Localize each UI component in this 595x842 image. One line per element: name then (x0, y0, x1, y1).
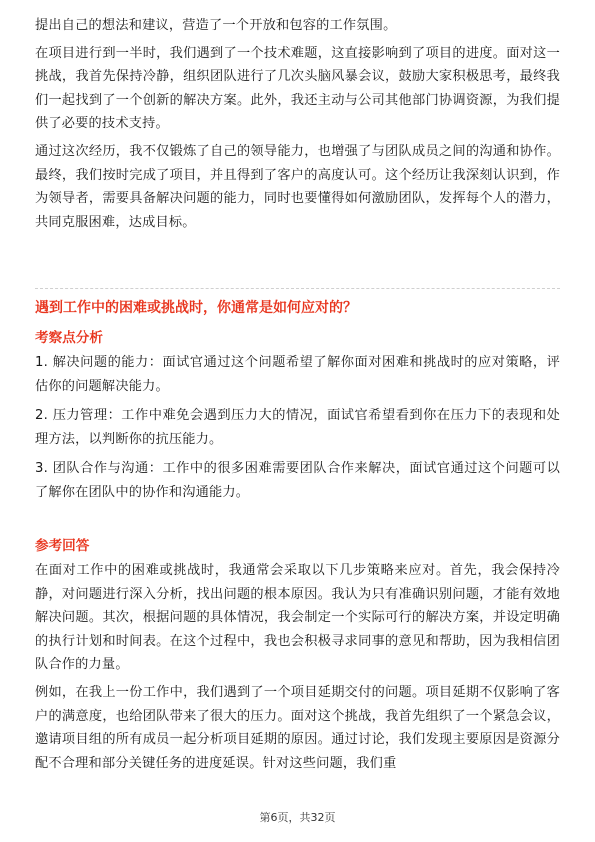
intro-paragraph-2: 在项目进行到一半时，我们遇到了一个技术难题，这直接影响到了项目的进度。面对这一挑战，我首先保持冷静，组织团队进行了几次头脑风暴会议，鼓励大家积极思考，最终我们一起找到了一个创新的解决方案。此外，我还主动与公司其他部门协调资源，为我们提供了必要的技术支持。 (35, 45, 560, 132)
answer-heading: 参考回答 (35, 538, 90, 554)
question-title: 遇到工作中的困难或挑战时，你通常是如何应对的？ (35, 300, 357, 316)
intro-paragraph-1: 提出自己的想法和建议，营造了一个开放和包容的工作氛围。 (35, 18, 397, 33)
answer-paragraph-2: 例如，在我上一份工作中，我们遇到了一个项目延期交付的问题。项目延期不仅影响了客户的满意度，也给团队带来了很大的压力。面对这个挑战，我首先组织了一个紧急会议，邀请项目组的所有成员一起分析项目延期的原因。通过讨论，我们发现主要原因是资源分配不合理和部分关键任务的进度延误。针对这些问题，我们重 (35, 684, 560, 771)
section-divider (35, 288, 560, 289)
analysis-list (35, 351, 560, 505)
answer-section (35, 559, 560, 775)
analysis-heading: 考察点分析 (35, 330, 103, 346)
intro-section (35, 14, 560, 234)
analysis-item-1: 1. 解决问题的能力：面试官通过这个问题希望了解你面对困难和挑战时的应对策略，评估你的问题解决能力。 (35, 355, 560, 394)
answer-paragraph-1: 在面对工作中的困难或挑战时，我通常会采取以下几步策略来应对。首先，我会保持冷静，对问题进行深入分析，找出问题的根本原因。我认为只有准确识别问题，才能有效地解决问题。其次，根据问题的具体情况，我会制定一个实际可行的解决方案，并设定明确的执行计划和时间表。在这个过程中，我也会积极寻求同事的意见和帮助，因为我相信团队合作的力量。 (35, 563, 560, 673)
intro-paragraph-3: 通过这次经历，我不仅锻炼了自己的领导能力，也增强了与团队成员之间的沟通和协作。最终，我们按时完成了项目，并且得到了客户的高度认可。这个经历让我深刻认识到，作为领导者，需要具备解决问题的能力，同时也要懂得如何激励团队，发挥每个人的潜力，共同克服困难，达成目标。 (35, 143, 560, 230)
page-number: 第6页，共32页 (259, 811, 336, 824)
analysis-item-2: 2. 压力管理：工作中难免会遇到压力大的情况，面试官希望看到你在压力下的表现和处理方法，以判断你的抗压能力。 (35, 408, 560, 447)
analysis-item-3: 3. 团队合作与沟通：工作中的很多困难需要团队合作来解决，面试官通过这个问题可以了解你在团队中的协作和沟通能力。 (35, 461, 560, 500)
